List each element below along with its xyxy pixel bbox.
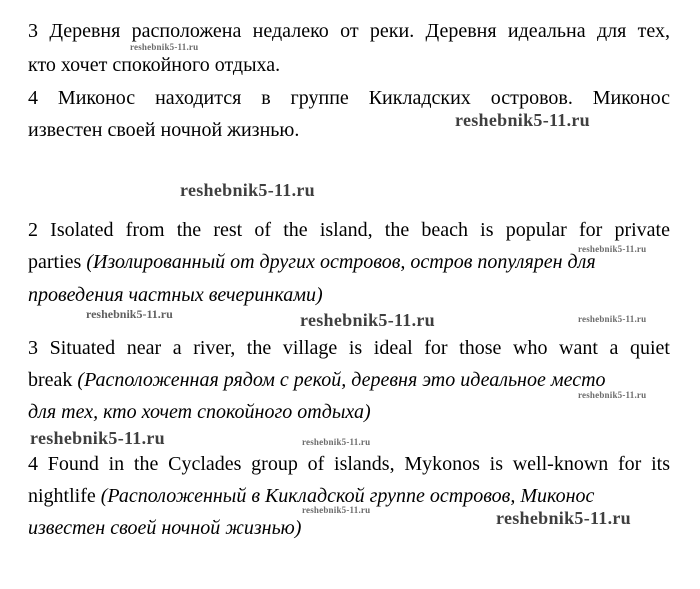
watermark: reshebnik5-11.ru xyxy=(302,437,371,447)
ru-paragraph-4-line-2: известен своей ночной жизнью. xyxy=(28,119,300,141)
watermark: reshebnik5-11.ru xyxy=(578,390,647,400)
ru-paragraph-3-line-1: 3 Деревня расположена недалеко от реки. Деревня идеальна для тех, xyxy=(28,20,670,42)
watermark: reshebnik5-11.ru xyxy=(130,42,199,52)
en-paragraph-4-english: nightlife xyxy=(28,485,96,507)
en-paragraph-2-translation: (Изолированный от других островов, остров популярен для xyxy=(86,251,596,273)
en-paragraph-2-line-3: проведения частных вечеринками) xyxy=(28,284,323,306)
en-paragraph-3-line-2 xyxy=(28,368,670,392)
watermark: reshebnik5-11.ru xyxy=(86,307,173,321)
watermark: reshebnik5-11.ru xyxy=(30,428,165,448)
en-paragraph-4-translation: (Расположенный в Кикладской группе островов, Миконос xyxy=(100,485,595,507)
en-paragraph-2-english: parties xyxy=(28,251,82,273)
en-paragraph-3-english: break xyxy=(28,369,73,391)
watermark: reshebnik5-11.ru xyxy=(300,310,435,330)
en-paragraph-4-line-3: известен своей ночной жизнью) xyxy=(28,517,302,539)
ru-paragraph-4-line-1: 4 Миконос находится в группе Кикладских островов. Миконос xyxy=(28,87,670,109)
watermark: reshebnik5-11.ru xyxy=(455,110,590,130)
en-paragraph-3-line-1: 3 Situated near a river, the village is ideal for those who want a quiet xyxy=(28,337,670,359)
en-paragraph-3-translation: (Расположенная рядом с рекой, деревня это идеальное место xyxy=(77,369,606,391)
watermark: reshebnik5-11.ru xyxy=(578,244,647,254)
watermark: reshebnik5-11.ru xyxy=(302,505,371,515)
watermark: reshebnik5-11.ru xyxy=(578,314,647,324)
en-paragraph-2-line-2 xyxy=(28,250,670,274)
en-paragraph-3-line-3: для тех, кто хочет спокойного отдыха) xyxy=(28,401,371,423)
watermark: reshebnik5-11.ru xyxy=(180,180,315,200)
en-paragraph-2-line-1: 2 Isolated from the rest of the island, the beach is popular for private xyxy=(28,219,670,241)
ru-paragraph-3-line-2: кто хочет спокойного отдыха. xyxy=(28,54,281,76)
en-paragraph-4-line-1: 4 Found in the Cyclades group of islands, Mykonos is well-known for its xyxy=(28,453,670,475)
watermark: reshebnik5-11.ru xyxy=(496,508,631,528)
